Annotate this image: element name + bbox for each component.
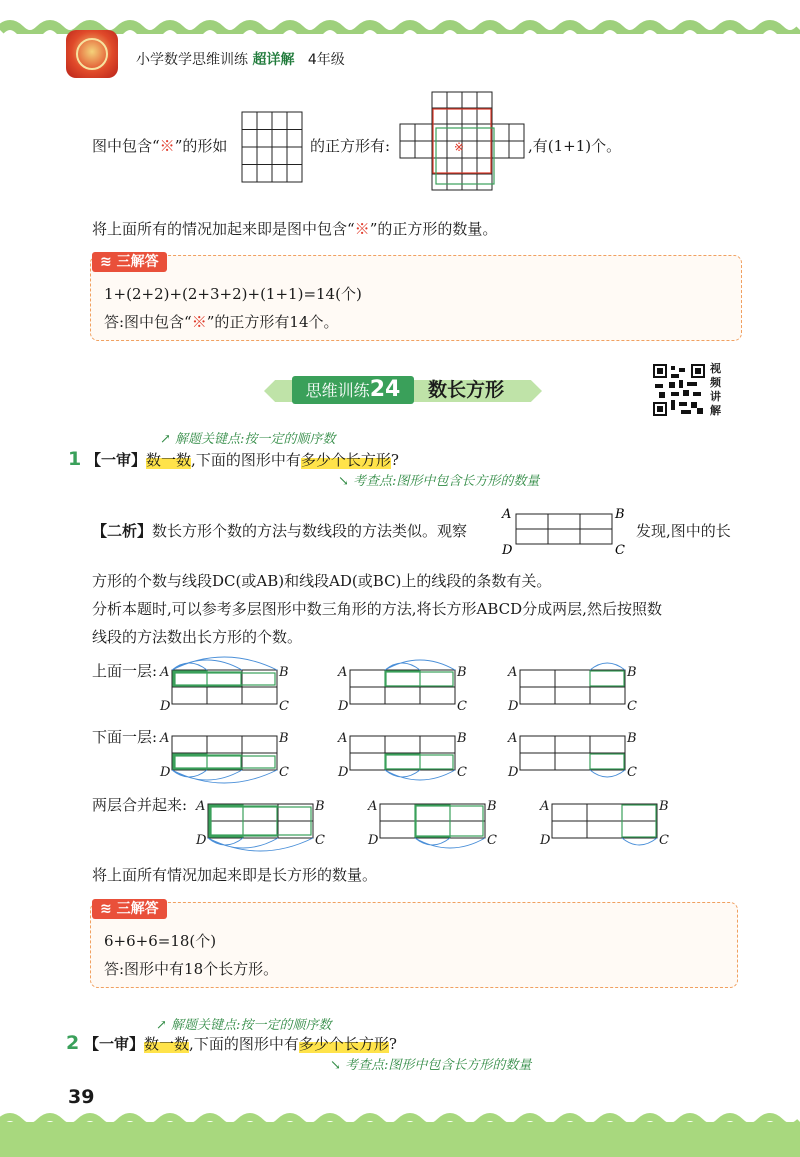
svg-text:D: D	[160, 765, 171, 780]
svg-text:D: D	[502, 543, 513, 556]
answer-1-line: 答:图中包含“※”的正方形有14个。	[104, 313, 339, 331]
row-bottom-label: 下面一层:	[92, 728, 158, 746]
svg-text:A: A	[540, 799, 550, 814]
analysis-line-1b: 发现,图中的长	[636, 522, 731, 540]
reference-symbol: ※	[159, 137, 175, 155]
q1-line: 1 【一审】数一数,下面的图形中有多少个长方形?	[68, 448, 399, 470]
top-summary: 将上面所有的情况加起来即是图中包含“※”的正方形的数量。	[92, 220, 498, 238]
svg-text:B: B	[457, 731, 467, 746]
diagram-bottom-2	[337, 731, 467, 780]
cross-symbol-in-grid: ※	[454, 140, 465, 154]
diagram-top-2	[337, 660, 467, 714]
svg-text:B: B	[627, 731, 637, 746]
section-header	[264, 376, 542, 404]
answer-1-formula: 1+(2+2)+(2+3+2)+(1+1)=14(个)	[104, 285, 362, 303]
svg-text:C: C	[615, 543, 625, 556]
q2-note-top: ↗ 解题关键点:按一定的顺序数	[156, 1018, 332, 1033]
svg-text:C: C	[457, 765, 467, 780]
q2-note-bottom: ↘ 考查点:图形中包含长方形的数量	[330, 1058, 532, 1073]
top-line-1-c: 的正方形有:	[310, 137, 391, 155]
svg-text:A: A	[160, 731, 170, 746]
top-line-1: 图中包含“※”的形如	[92, 137, 228, 155]
layer-diagrams	[150, 652, 670, 852]
q1-note-bottom: ↘ 考查点:图形中包含长方形的数量	[338, 474, 540, 489]
svg-text:B: B	[315, 799, 325, 814]
svg-text:C: C	[659, 833, 669, 848]
svg-text:A: A	[368, 799, 378, 814]
svg-text:D: D	[508, 765, 519, 780]
video-label: 视 频 讲 解	[710, 362, 721, 417]
q2-line: 2 【一审】数一数,下面的图形中有多少个长方形?	[66, 1032, 397, 1054]
q1-number: 1	[68, 448, 82, 470]
svg-text:B: B	[457, 665, 467, 680]
svg-text:D: D	[540, 833, 551, 848]
analysis-line-4: 线段的方法数出长方形的个数。	[92, 628, 303, 646]
svg-text:C: C	[627, 699, 637, 714]
diagram-top-1	[159, 657, 289, 714]
bottom-wave-border	[0, 1108, 800, 1157]
row-combined-label: 两层合并起来:	[92, 796, 188, 814]
svg-text:D: D	[368, 833, 379, 848]
svg-text:A: A	[338, 731, 348, 746]
diagram-combined-2	[367, 799, 497, 848]
analysis-line-2: 方形的个数与线段DC(或AB)和线段AD(或BC)上的线段的条数有关。	[92, 572, 552, 590]
header-grade: 4年级	[307, 52, 345, 68]
svg-text:D: D	[338, 699, 349, 714]
top-line-1-d: ,有(1+1)个。	[528, 137, 622, 155]
svg-text:B: B	[279, 731, 289, 746]
svg-text:A: A	[160, 665, 170, 680]
header-title	[136, 49, 345, 69]
section-number: 24	[369, 377, 401, 402]
svg-text:A: A	[338, 665, 348, 680]
svg-text:C: C	[279, 765, 289, 780]
svg-text:B: B	[627, 665, 637, 680]
analysis-line-1a: 【二析】数长方形个数的方法与数线段的方法类似。观察	[92, 522, 468, 540]
svg-text:A: A	[508, 731, 518, 746]
svg-text:B: B	[487, 799, 497, 814]
school-emblem-icon	[66, 30, 118, 78]
svg-text:C: C	[279, 699, 289, 714]
analysis-summary: 将上面所有情况加起来即是长方形的数量。	[92, 866, 378, 884]
diagram-combined-3	[539, 799, 669, 848]
svg-text:A: A	[196, 799, 206, 814]
analysis-line-3: 分析本题时,可以参考多层图形中数三角形的方法,将长方形ABCD分成两层,然后按照数	[92, 600, 662, 618]
cross-grid-figure	[398, 90, 528, 192]
svg-text:D: D	[508, 699, 519, 714]
svg-text:C: C	[457, 699, 467, 714]
diagram-bottom-1	[159, 731, 289, 783]
svg-text:C: C	[487, 833, 497, 848]
q1-note-top: ↗ 解题关键点:按一定的顺序数	[160, 432, 336, 447]
row-top-label: 上面一层:	[92, 662, 158, 680]
rect-abcd-example	[498, 504, 632, 556]
diagram-top-3	[507, 663, 637, 714]
section-title: 数长方形	[428, 379, 505, 401]
q2-number: 2	[66, 1032, 80, 1054]
header-edition: 超详解	[252, 52, 295, 68]
svg-text:C: C	[315, 833, 325, 848]
video-qr-code[interactable]	[653, 364, 705, 416]
svg-text:B: B	[659, 799, 669, 814]
diagram-bottom-3	[507, 731, 637, 780]
svg-text:A: A	[508, 665, 518, 680]
svg-text:D: D	[196, 833, 207, 848]
svg-text:D: D	[338, 765, 349, 780]
grid-4x4-figure	[240, 110, 304, 184]
svg-text:B: B	[279, 665, 289, 680]
diagram-combined-1	[195, 799, 325, 851]
page-number: 39	[68, 1086, 95, 1108]
svg-text:A: A	[502, 507, 512, 522]
answer-2-line: 答:图形中有18个长方形。	[104, 960, 279, 978]
svg-text:C: C	[627, 765, 637, 780]
svg-text:B: B	[615, 507, 625, 522]
answer-tag-2: ≋ 三解答	[92, 899, 167, 919]
header-series: 小学数学思维训练	[136, 52, 248, 68]
answer-tag-1: ≋ 三解答	[92, 252, 167, 272]
section-label: 思维训练24	[292, 376, 414, 404]
answer-2-formula: 6+6+6=18(个)	[104, 932, 217, 950]
svg-text:D: D	[160, 699, 171, 714]
top-wave-border	[0, 0, 800, 34]
